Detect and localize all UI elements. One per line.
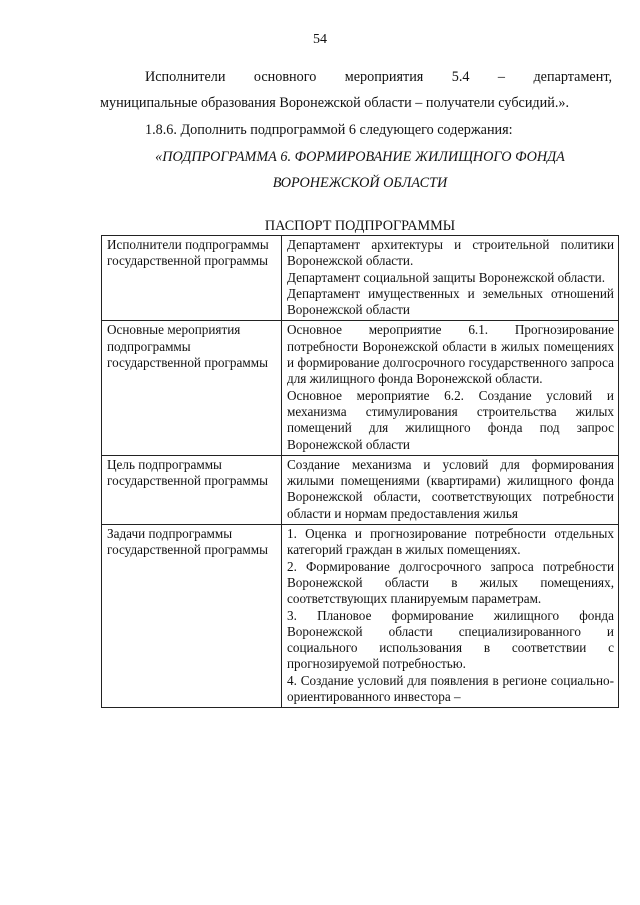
- row-paragraph: Департамент социальной защиты Воронежской области.: [287, 269, 606, 285]
- row-paragraph: Создание механизма и условий для формирования жилыми помещениями (квартирами) жилищного фонда Воронежской области, соответствующих потребности области и нормам предоставления жилья: [287, 456, 614, 521]
- row-paragraph: Основное мероприятие 6.2. Создание условий и механизма стимулирования строительства жилых помещений для жилищного фонда под запрос Воронежской области: [287, 387, 614, 452]
- table-row: [102, 236, 619, 321]
- row-label: Цель подпрограммы государственной программы: [102, 455, 282, 524]
- subprogram-title-line2: ВОРОНЕЖСКОЙ ОБЛАСТИ: [272, 175, 448, 191]
- row-content: [282, 525, 619, 708]
- passport-heading: ПАСПОРТ ПОДПРОГРАММЫ: [264, 218, 456, 234]
- row-paragraph: Департамент архитектуры и строительной политики Воронежской области.: [287, 237, 614, 269]
- row-paragraph: 1. Оценка и прогнозирование потребности отдельных категорий граждан в жилых помещениях.: [287, 526, 614, 558]
- row-label: Задачи подпрограммы государственной программы: [102, 525, 282, 708]
- row-paragraph: 4. Создание условий для появления в регионе социально-ориентированного инвестора –: [287, 672, 614, 705]
- row-paragraph: Департамент имущественных и земельных отношений Воронежской области: [287, 285, 614, 318]
- row-content: [282, 236, 619, 321]
- row-paragraph: 3. Плановое формирование жилищного фонда Воронежской области специализированного и социального использования в соответствии с прогнозируемой потребностью.: [287, 607, 614, 672]
- row-content: [282, 455, 619, 524]
- paragraph-executors-line1: Исполнители основного мероприятия 5.4 – департамент,: [145, 69, 612, 85]
- row-paragraph: Основное мероприятие 6.1. Прогнозирование потребности Воронежской области в жилых помещениях и формирование долгосрочного государственного запроса для жилищного фонда Воронежской области.: [287, 322, 614, 387]
- row-content: [282, 321, 619, 455]
- table-row: [102, 321, 619, 455]
- page-number: 54: [313, 32, 327, 47]
- paragraph-amendment: 1.8.6. Дополнить подпрограммой 6 следующего содержания:: [145, 122, 513, 138]
- row-paragraph: 2. Формирование долгосрочного запроса потребности Воронежской области в жилых помещениях, соответствующих планируемым параметрам.: [287, 558, 614, 607]
- row-label: Основные мероприятия подпрограммы государственной программы: [102, 321, 282, 455]
- table-row: [102, 525, 619, 708]
- table-row: [102, 455, 619, 524]
- subprogram-title-line1: «ПОДПРОГРАММА 6. ФОРМИРОВАНИЕ ЖИЛИЩНОГО ФОНДА: [155, 149, 565, 165]
- paragraph-executors-line2: муниципальные образования Воронежской области – получатели субсидий.».: [100, 95, 570, 111]
- passport-table: [101, 235, 619, 708]
- row-label: Исполнители подпрограммы государственной программы: [102, 236, 282, 321]
